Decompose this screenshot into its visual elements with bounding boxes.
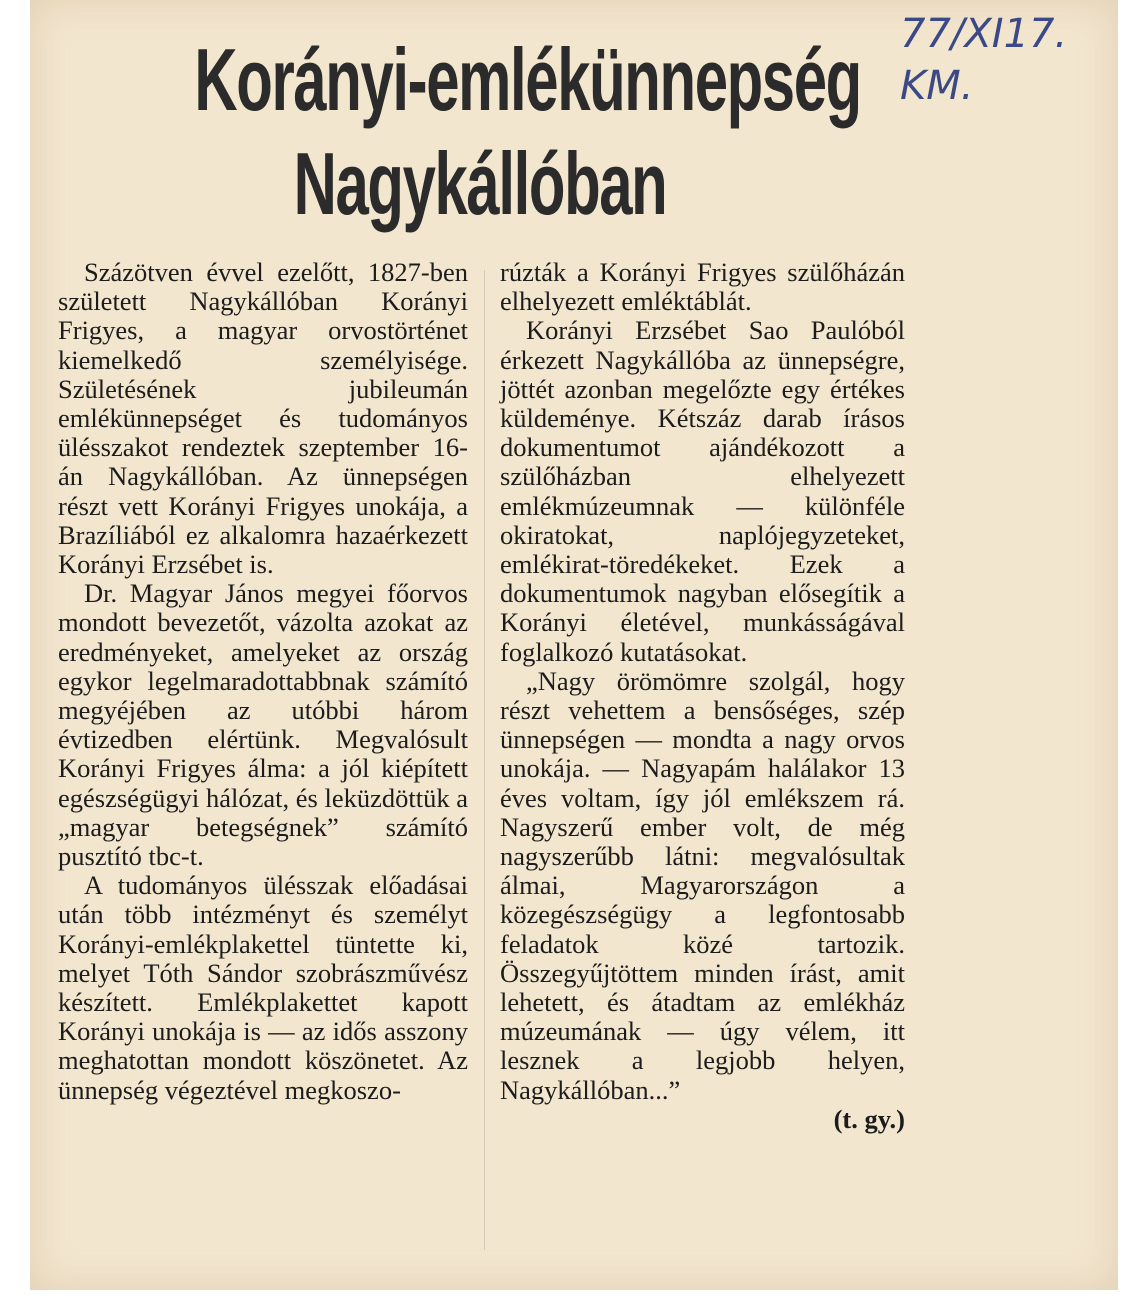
article-right-column bbox=[500, 258, 905, 1134]
scan-margin bbox=[0, 0, 30, 1312]
article-paragraph: Százötven évvel ezelőtt, 1827-ben született Nagykállóban Korányi Frigyes, a magyar orvostörténet kiemelkedő személyisége. Születésének jubileumán emlékünnepséget és tudományos ülésszakot rendeztek szeptember 16-án Nagykállóban. Az ünnepségen részt vett Korányi Frigyes unokája, a Brazíliából ez alkalomra hazaérkezett Korányi Erzsébet is. bbox=[58, 257, 468, 580]
column-divider bbox=[484, 270, 485, 1250]
article-paragraph: „Nagy örömömre szolgál, hogy részt vehettem a bensőséges, szép ünnepségen — mondta a nagy orvos unokája. — Nagyapám halálakor 13 éves voltam, így jól emlékszem rá. Nagyszerű ember volt, de még nagyszerűbb látni: megvalósultak álmai, Magyarországon a közegészségügy a legfontosabb feladatok közé tartozik. Összegyűjtöttem minden írást, amit lehetett, és átadtam az emlékház múzeumának — úgy vélem, itt lesznek a legjobb helyen, Nagykállóban...” bbox=[500, 665, 905, 1105]
article-paragraph: Korányi Erzsébet Sao Paulóból érkezett Nagykállóba az ünnepségre, jöttét azonban megelőzte egy értékes küldeménye. Kétszáz darab írásos dokumentumot ajándékozott a szülőházban elhelyezett emlékmúzeumnak — különféle okiratokat, naplójegyzeteket, emlékirat-töredékeket. Ezek a dokumentumok nagyban elősegítik a Korányi életével, munkásságával foglalkozó kutatásokat. bbox=[500, 315, 905, 667]
article-left-column bbox=[58, 258, 468, 1105]
article-paragraph: Dr. Magyar János megyei főorvos mondott bevezetőt, vázolta azokat az eredményeket, amelyeket az ország egykor legelmaradottabbnak számító megyéjében az utóbbi három évtizedben elértünk. Megvalósult Korányi Frigyes álma: a jól kiépített egészségügyi hálózat, és leküzdöttük a „magyar betegségnek” számító pusztító tbc-t. bbox=[58, 578, 468, 872]
author-signature: (t. gy.) bbox=[833, 1103, 905, 1134]
handwritten-initials: KM. bbox=[900, 63, 974, 109]
headline-line-2: Nagykállóban bbox=[293, 134, 667, 233]
article-paragraph: A tudományos ülésszak előadásai után több intézményt és személyt Korányi-emlékplakettel tüntette ki, melyet Tóth Sándor szobrászművész készített. Emlékplakettet kapott Korányi unokája is — az idős asszony meghatottan mondott köszönetet. Az ünnepség végeztével megkoszo- bbox=[58, 870, 468, 1105]
headline-line-1: Korányi-emlékünnepség bbox=[194, 30, 861, 129]
handwritten-date: 77/XI17. bbox=[900, 11, 1068, 57]
article-paragraph: rúzták a Korányi Frigyes szülőházán elhelyezett emléktáblát. bbox=[500, 257, 905, 317]
handwritten-note bbox=[900, 8, 1100, 112]
headline bbox=[194, 28, 861, 236]
